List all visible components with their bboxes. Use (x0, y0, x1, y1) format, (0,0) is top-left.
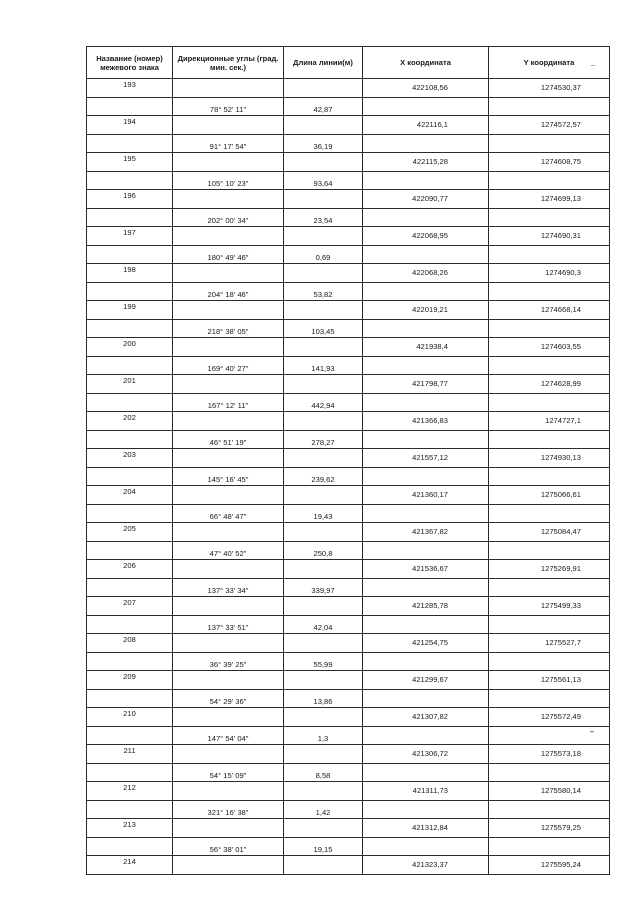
direction-angle: 167° 12' 11" (173, 393, 284, 412)
empty-cell (173, 338, 284, 357)
table-row (87, 615, 610, 634)
empty-cell (284, 375, 363, 394)
table-row (87, 208, 610, 227)
x-coordinate: 421557,12 (363, 449, 489, 468)
table-row (87, 486, 610, 505)
direction-angle: 78° 52' 11" (173, 97, 284, 116)
point-name: 202 (87, 412, 173, 431)
empty-cell (489, 800, 610, 819)
y-coordinate: 1275084,47 (489, 523, 610, 542)
point-name: 194 (87, 116, 173, 135)
x-coordinate: 422019,21 (363, 301, 489, 320)
direction-angle: 147° 54' 04" (173, 726, 284, 745)
empty-cell (489, 430, 610, 449)
y-coordinate: 1275527,7 (489, 634, 610, 653)
empty-cell (173, 560, 284, 579)
direction-angle: 47° 40' 52" (173, 541, 284, 560)
empty-cell (87, 134, 173, 153)
empty-cell (173, 671, 284, 690)
empty-cell (284, 856, 363, 875)
empty-cell (363, 652, 489, 671)
empty-cell (284, 671, 363, 690)
table-row (87, 504, 610, 523)
empty-cell (284, 634, 363, 653)
point-name: 193 (87, 79, 173, 98)
empty-cell (87, 504, 173, 523)
empty-cell (284, 782, 363, 801)
empty-cell (489, 319, 610, 338)
table-row (87, 467, 610, 486)
empty-cell (173, 375, 284, 394)
empty-cell (363, 615, 489, 634)
header-angle: Дирекционные углы (град. мин. сек.) (173, 47, 284, 79)
x-coordinate: 421366,83 (363, 412, 489, 431)
table-row (87, 97, 610, 116)
direction-angle: 66° 48' 47" (173, 504, 284, 523)
line-length: 239,62 (284, 467, 363, 486)
table-row (87, 782, 610, 801)
y-coordinate: 1275499,33 (489, 597, 610, 616)
table-row (87, 597, 610, 616)
empty-cell (489, 615, 610, 634)
table-row (87, 671, 610, 690)
point-name: 208 (87, 634, 173, 653)
table-row (87, 338, 610, 357)
table-row (87, 745, 610, 764)
scan-mark: – (590, 729, 594, 736)
table-row (87, 301, 610, 320)
y-coordinate: 1274530,37 (489, 79, 610, 98)
empty-cell (284, 819, 363, 838)
empty-cell (87, 578, 173, 597)
y-coordinate: 1275573,18 (489, 745, 610, 764)
x-coordinate: 421312,84 (363, 819, 489, 838)
empty-cell (284, 449, 363, 468)
line-length: 103,45 (284, 319, 363, 338)
point-name: 199 (87, 301, 173, 320)
empty-cell (87, 171, 173, 190)
empty-cell (173, 190, 284, 209)
empty-cell (173, 153, 284, 172)
empty-cell (363, 467, 489, 486)
empty-cell (363, 800, 489, 819)
point-name: 205 (87, 523, 173, 542)
empty-cell (284, 153, 363, 172)
y-coordinate: 1275572,49 (489, 708, 610, 727)
table-row (87, 449, 610, 468)
line-length: 13,86 (284, 689, 363, 708)
y-coordinate: 1275580,14 (489, 782, 610, 801)
table-row (87, 560, 610, 579)
boundary-points-table (86, 46, 610, 875)
empty-cell (489, 578, 610, 597)
line-length: 442,94 (284, 393, 363, 412)
empty-cell (87, 356, 173, 375)
x-coordinate: 421323,37 (363, 856, 489, 875)
empty-cell (363, 578, 489, 597)
table-row (87, 264, 610, 283)
x-coordinate: 422116,1 (363, 116, 489, 135)
empty-cell (87, 319, 173, 338)
scan-mark: – (591, 62, 595, 69)
y-coordinate: 1275066,61 (489, 486, 610, 505)
point-name: 214 (87, 856, 173, 875)
empty-cell (173, 819, 284, 838)
empty-cell (284, 560, 363, 579)
empty-cell (87, 208, 173, 227)
empty-cell (87, 837, 173, 856)
empty-cell (284, 264, 363, 283)
line-length: 0,69 (284, 245, 363, 264)
table-row (87, 634, 610, 653)
line-length: 42,04 (284, 615, 363, 634)
direction-angle: 46° 51' 19" (173, 430, 284, 449)
line-length: 8,58 (284, 763, 363, 782)
empty-cell (363, 689, 489, 708)
x-coordinate: 421938,4 (363, 338, 489, 357)
table-row (87, 282, 610, 301)
empty-cell (173, 116, 284, 135)
empty-cell (87, 800, 173, 819)
y-coordinate: 1274690,31 (489, 227, 610, 246)
table-body (87, 79, 610, 875)
empty-cell (87, 689, 173, 708)
empty-cell (173, 708, 284, 727)
empty-cell (173, 856, 284, 875)
x-coordinate: 422068,95 (363, 227, 489, 246)
point-name: 195 (87, 153, 173, 172)
direction-angle: 204° 18' 46" (173, 282, 284, 301)
empty-cell (363, 245, 489, 264)
table-row (87, 116, 610, 135)
empty-cell (173, 301, 284, 320)
y-coordinate: 1274727,1 (489, 412, 610, 431)
empty-cell (489, 245, 610, 264)
empty-cell (284, 486, 363, 505)
line-length: 23,54 (284, 208, 363, 227)
x-coordinate: 422115,28 (363, 153, 489, 172)
line-length: 42,87 (284, 97, 363, 116)
empty-cell (173, 227, 284, 246)
y-coordinate: 1275561,13 (489, 671, 610, 690)
empty-cell (284, 523, 363, 542)
empty-cell (363, 726, 489, 745)
empty-cell (489, 541, 610, 560)
y-coordinate: 1275579,25 (489, 819, 610, 838)
point-name: 203 (87, 449, 173, 468)
line-length: 278,27 (284, 430, 363, 449)
empty-cell (87, 245, 173, 264)
table-row (87, 800, 610, 819)
line-length: 250,8 (284, 541, 363, 560)
line-length: 141,93 (284, 356, 363, 375)
table-row (87, 652, 610, 671)
empty-cell (87, 652, 173, 671)
empty-cell (87, 726, 173, 745)
y-coordinate: 1275269,91 (489, 560, 610, 579)
empty-cell (363, 356, 489, 375)
x-coordinate: 422068,26 (363, 264, 489, 283)
empty-cell (284, 190, 363, 209)
empty-cell (284, 412, 363, 431)
empty-cell (87, 541, 173, 560)
y-coordinate: 1274699,13 (489, 190, 610, 209)
table-row (87, 726, 610, 745)
empty-cell (173, 745, 284, 764)
empty-cell (363, 319, 489, 338)
x-coordinate: 421360,17 (363, 486, 489, 505)
point-name: 212 (87, 782, 173, 801)
x-coordinate: 421311,73 (363, 782, 489, 801)
empty-cell (87, 97, 173, 116)
point-name: 213 (87, 819, 173, 838)
x-coordinate: 422108,56 (363, 79, 489, 98)
x-coordinate: 421307,82 (363, 708, 489, 727)
y-coordinate: 1274603,55 (489, 338, 610, 357)
empty-cell (284, 338, 363, 357)
empty-cell (489, 837, 610, 856)
line-length: 36,19 (284, 134, 363, 153)
table-row (87, 134, 610, 153)
line-length: 1,3 (284, 726, 363, 745)
empty-cell (284, 301, 363, 320)
line-length: 19,15 (284, 837, 363, 856)
empty-cell (363, 430, 489, 449)
empty-cell (284, 597, 363, 616)
direction-angle: 105° 10' 23" (173, 171, 284, 190)
point-name: 209 (87, 671, 173, 690)
point-name: 206 (87, 560, 173, 579)
x-coordinate: 421254,75 (363, 634, 489, 653)
empty-cell (87, 393, 173, 412)
empty-cell (363, 282, 489, 301)
empty-cell (87, 430, 173, 449)
table-row (87, 319, 610, 338)
empty-cell (489, 652, 610, 671)
empty-cell (363, 393, 489, 412)
point-name: 204 (87, 486, 173, 505)
empty-cell (284, 116, 363, 135)
empty-cell (173, 634, 284, 653)
empty-cell (489, 134, 610, 153)
empty-cell (363, 763, 489, 782)
empty-cell (489, 763, 610, 782)
direction-angle: 36° 39' 25" (173, 652, 284, 671)
empty-cell (489, 356, 610, 375)
header-name: Название (номер) межевого знака (87, 47, 173, 79)
table-row (87, 541, 610, 560)
table-row (87, 190, 610, 209)
line-length: 339,97 (284, 578, 363, 597)
header-y: Y координата (489, 47, 610, 79)
point-name: 207 (87, 597, 173, 616)
y-coordinate: 1274690,3 (489, 264, 610, 283)
y-coordinate: 1274572,57 (489, 116, 610, 135)
table-row (87, 412, 610, 431)
point-name: 201 (87, 375, 173, 394)
direction-angle: 137° 33' 51" (173, 615, 284, 634)
table-header-row (87, 47, 610, 79)
table-row (87, 79, 610, 98)
line-length: 1,42 (284, 800, 363, 819)
line-length: 93,64 (284, 171, 363, 190)
empty-cell (489, 282, 610, 301)
table-row (87, 227, 610, 246)
direction-angle: 180° 49' 46" (173, 245, 284, 264)
empty-cell (489, 689, 610, 708)
x-coordinate: 421285,78 (363, 597, 489, 616)
table-row (87, 856, 610, 875)
direction-angle: 54° 29' 36" (173, 689, 284, 708)
line-length: 55,99 (284, 652, 363, 671)
empty-cell (489, 393, 610, 412)
x-coordinate: 422090,77 (363, 190, 489, 209)
empty-cell (489, 467, 610, 486)
table-row (87, 763, 610, 782)
direction-angle: 218° 38' 05" (173, 319, 284, 338)
empty-cell (363, 541, 489, 560)
table-row (87, 578, 610, 597)
table-row (87, 153, 610, 172)
empty-cell (363, 97, 489, 116)
table-row (87, 523, 610, 542)
header-x: X координата (363, 47, 489, 79)
empty-cell (87, 467, 173, 486)
table-row (87, 375, 610, 394)
direction-angle: 145° 16' 45" (173, 467, 284, 486)
table-row (87, 356, 610, 375)
y-coordinate: 1275595,24 (489, 856, 610, 875)
empty-cell (173, 449, 284, 468)
direction-angle: 321° 16' 38" (173, 800, 284, 819)
line-length: 19,43 (284, 504, 363, 523)
line-length: 53,82 (284, 282, 363, 301)
empty-cell (173, 264, 284, 283)
table-row (87, 708, 610, 727)
empty-cell (363, 837, 489, 856)
table-row (87, 430, 610, 449)
point-name: 210 (87, 708, 173, 727)
x-coordinate: 421367,82 (363, 523, 489, 542)
empty-cell (87, 763, 173, 782)
y-coordinate: 1274668,14 (489, 301, 610, 320)
table-row (87, 171, 610, 190)
empty-cell (284, 227, 363, 246)
empty-cell (284, 79, 363, 98)
table-row (87, 689, 610, 708)
empty-cell (173, 523, 284, 542)
point-name: 197 (87, 227, 173, 246)
empty-cell (363, 504, 489, 523)
table-row (87, 393, 610, 412)
empty-cell (87, 615, 173, 634)
empty-cell (173, 597, 284, 616)
direction-angle: 56° 38' 01" (173, 837, 284, 856)
y-coordinate: 1274628,99 (489, 375, 610, 394)
empty-cell (363, 171, 489, 190)
x-coordinate: 421798,77 (363, 375, 489, 394)
header-length: Длина линии(м) (284, 47, 363, 79)
x-coordinate: 421536,67 (363, 560, 489, 579)
empty-cell (363, 134, 489, 153)
empty-cell (87, 282, 173, 301)
point-name: 198 (87, 264, 173, 283)
empty-cell (173, 782, 284, 801)
empty-cell (173, 412, 284, 431)
empty-cell (173, 79, 284, 98)
empty-cell (173, 486, 284, 505)
empty-cell (284, 745, 363, 764)
direction-angle: 137° 33' 34" (173, 578, 284, 597)
empty-cell (489, 97, 610, 116)
table-row (87, 837, 610, 856)
table-row (87, 245, 610, 264)
direction-angle: 202° 00' 34" (173, 208, 284, 227)
empty-cell (489, 504, 610, 523)
empty-cell (489, 208, 610, 227)
point-name: 211 (87, 745, 173, 764)
x-coordinate: 421299,67 (363, 671, 489, 690)
x-coordinate: 421306,72 (363, 745, 489, 764)
point-name: 196 (87, 190, 173, 209)
direction-angle: 169° 40' 27" (173, 356, 284, 375)
point-name: 200 (87, 338, 173, 357)
direction-angle: 91° 17' 54" (173, 134, 284, 153)
y-coordinate: 1274608,75 (489, 153, 610, 172)
table-row (87, 819, 610, 838)
y-coordinate: 1274930,13 (489, 449, 610, 468)
empty-cell (363, 208, 489, 227)
empty-cell (489, 171, 610, 190)
direction-angle: 54° 15' 09" (173, 763, 284, 782)
empty-cell (284, 708, 363, 727)
